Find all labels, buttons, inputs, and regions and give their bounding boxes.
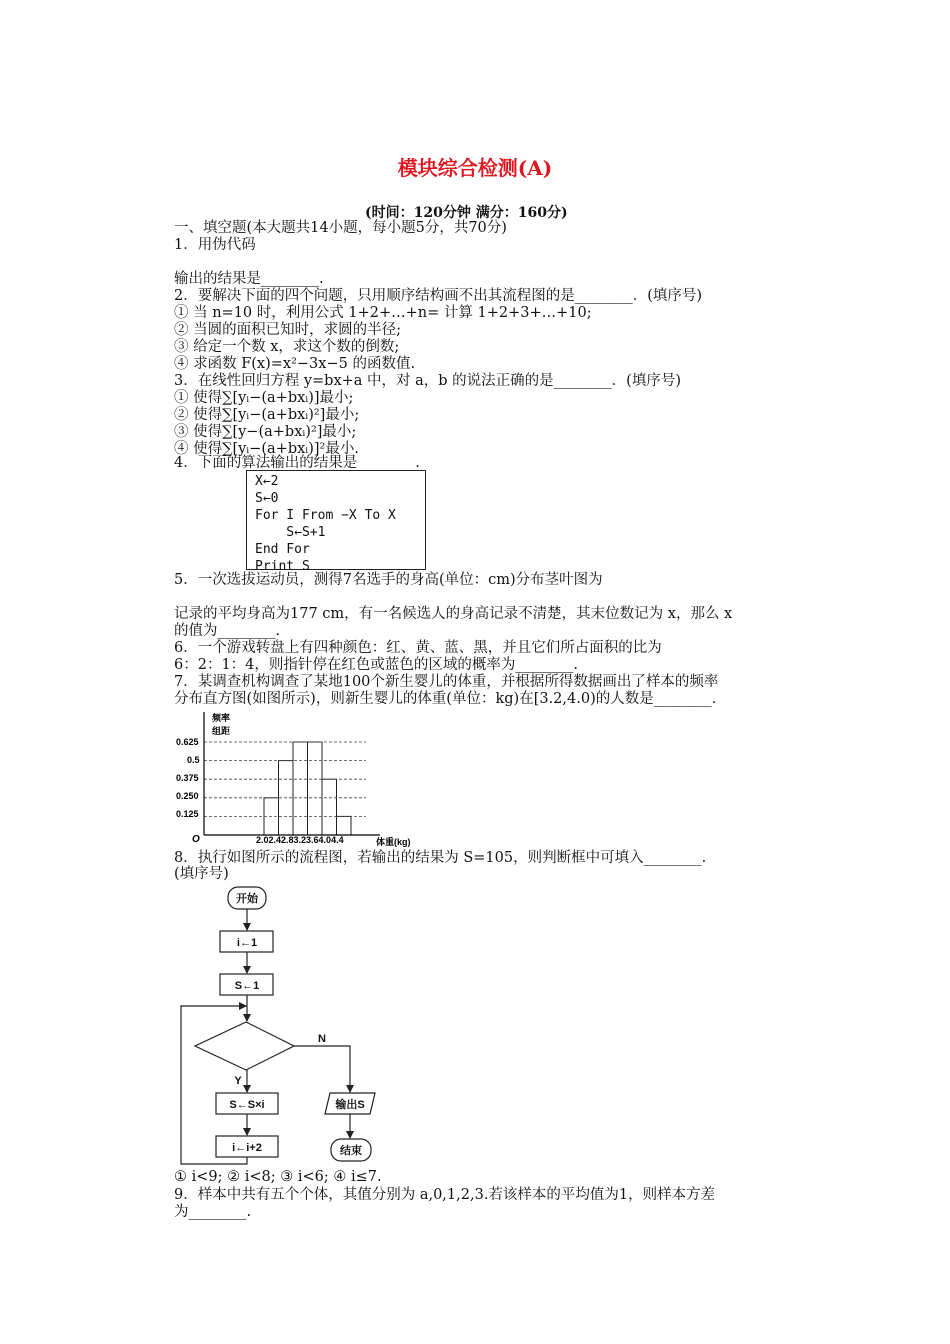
question-9-text: 为________. — [174, 1204, 252, 1220]
question-2-option: ③ 给定一个数 x，求这个数的倒数; — [174, 339, 400, 355]
question-5-text: 的值为________. — [174, 623, 281, 639]
y-tick-label: 0.250 — [176, 791, 199, 801]
histogram-bar — [293, 742, 308, 835]
question-8-options: ① i<9; ② i<8; ③ i<6; ④ i≤7. — [174, 1169, 382, 1185]
question-9: 9．样本中共有五个个体，其值分别为 a,0,1,2,3.若该样本的平均值为1，则样本方差 — [174, 1187, 716, 1203]
init-i-label: i←1 — [236, 937, 258, 949]
y-axis-label-top: 频率 — [212, 713, 231, 723]
histogram-bar — [337, 816, 352, 835]
code-line: End For — [255, 542, 310, 557]
code-line: For I From −X To X — [255, 508, 396, 523]
page-title: 模块综合检测(A) — [397, 156, 553, 180]
question-3-option: ② 使得∑[yᵢ−(a+bxᵢ)²]最小; — [174, 407, 360, 423]
exam-subtitle: (时间：120分钟 满分：160分) — [365, 205, 568, 221]
question-2-option: ① 当 n=10 时，利用公式 1+2+…+n= 计算 1+2+3+…+10; — [174, 305, 592, 321]
question-2-option: ④ 求函数 F(x)=x²−3x−5 的函数值. — [174, 356, 416, 372]
question-1-answer: 输出的结果是________. — [174, 271, 324, 287]
origin-label: O — [192, 834, 200, 845]
question-3-option: ③ 使得∑[y−(a+bxᵢ)²]最小; — [174, 424, 357, 440]
question-3-option: ④ 使得∑[yᵢ−(a+bxᵢ)]²最小. — [174, 441, 359, 457]
output-label: 输出S — [335, 1099, 365, 1111]
code-line: Print S — [255, 559, 310, 574]
question-3-option: ① 使得∑[yᵢ−(a+bxᵢ)]最小; — [174, 390, 354, 406]
code-line: S←S+1 — [255, 525, 326, 540]
frequency-histogram — [170, 708, 430, 852]
y-axis-label-bottom: 组距 — [212, 726, 231, 736]
multiply-label: S←S×i — [229, 1099, 265, 1111]
x-tick-labels: 2.02.42.83.23.64.04.4 — [256, 835, 344, 845]
pseudocode-box — [246, 470, 426, 574]
histogram-bar — [308, 742, 323, 835]
end-label: 结束 — [340, 1145, 362, 1157]
y-tick-label: 0.5 — [187, 755, 200, 765]
question-5: 5．一次选拔运动员，测得7名选手的身高(单位：cm)分布茎叶图为 — [174, 572, 603, 588]
y-tick-label: 0.625 — [176, 737, 199, 747]
flowchart — [170, 882, 410, 1172]
question-2-option: ② 当圆的面积已知时，求圆的半径; — [174, 322, 401, 338]
increment-label: i←i+2 — [232, 1142, 262, 1154]
histogram-bar — [322, 779, 337, 835]
question-3: 3．在线性回归方程 y=bx+a 中，对 a，b 的说法正确的是________．(填序号) — [174, 373, 681, 389]
decision-diamond — [195, 1022, 294, 1070]
question-8: 8．执行如图所示的流程图，若输出的结果为 S=105，则判断框中可填入________. — [174, 850, 707, 866]
question-8-text: (填序号) — [174, 866, 229, 882]
x-axis-label: 体重(kg) — [376, 837, 411, 847]
question-7-text: 分布直方图(如图所示)，则新生婴儿的体重(单位：kg)在[3.2,4.0)的人数是________. — [174, 691, 717, 707]
question-5-text: 记录的平均身高为177 cm，有一名候选人的身高记录不清楚，其末位数记为 x，那么 x — [174, 606, 733, 622]
question-1: 1．用伪代码 — [174, 237, 256, 253]
y-tick-label: 0.375 — [176, 773, 199, 783]
question-6: 6．一个游戏转盘上有四种颜色：红、黄、蓝、黑，并且它们所占面积的比为 — [174, 640, 662, 656]
code-line: S←0 — [255, 491, 279, 506]
start-label: 开始 — [236, 893, 258, 905]
question-2: 2．要解决下面的四个问题，只用顺序结构画不出其流程图的是________．(填序号) — [174, 288, 703, 304]
code-line: X←2 — [255, 474, 279, 489]
question-6-text: 6：2：1：4，则指针停在红色或蓝色的区域的概率为________. — [174, 657, 579, 673]
y-tick-label: 0.125 — [176, 809, 199, 819]
yes-branch-label: Y — [234, 1075, 242, 1087]
section-heading: 一、填空题(本大题共14小题，每小题5分，共70分) — [174, 220, 507, 236]
question-4: 4．下面的算法输出的结果是________. — [174, 455, 420, 471]
no-branch-label: N — [318, 1033, 326, 1045]
question-7: 7．某调查机构调查了某地100个新生婴儿的体重，并根据所得数据画出了样本的频率 — [174, 674, 719, 690]
init-s-label: S←1 — [234, 980, 260, 992]
